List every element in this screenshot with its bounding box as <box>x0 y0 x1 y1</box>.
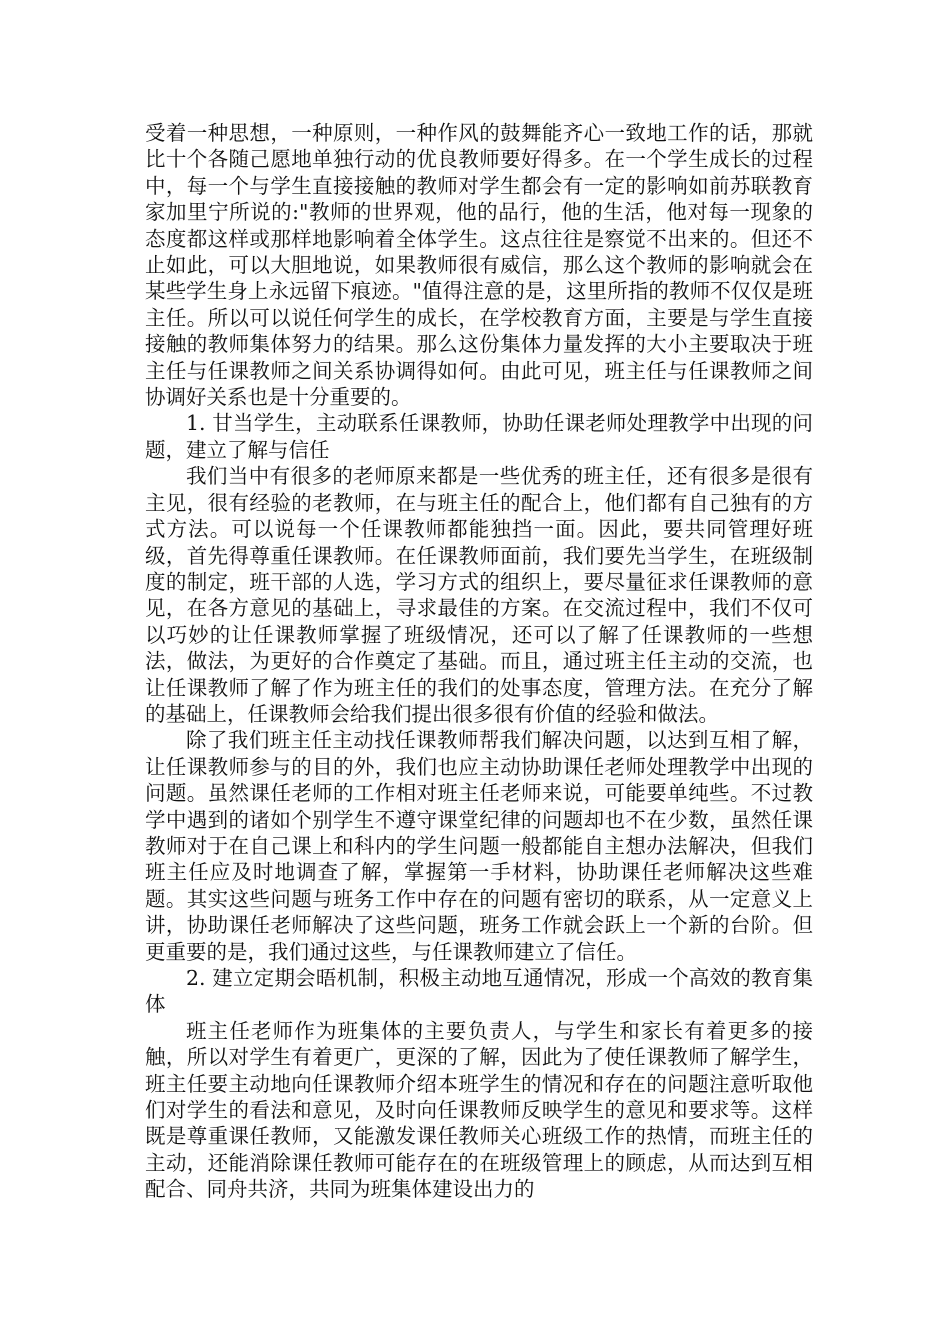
body-paragraph-3: 除了我们班主任主动找任课教师帮我们解决问题，以达到互相了解，让任课教师参与的目的外，我们也应主动协助课任老师处理教学中出现的问题。虽然课任老师的工作相对班主任老师来说，可能要单纯些。不过教学中遇到的诸如个别学生不遵守课堂纪律的问题却也不在少数，虽然任课教师对于在自己课上和科内的学生问题一般都能自主想办法解决，但我们班主任应及时地调查了解，掌握第一手材料，协助课任老师解决这些难题。其实这些问题与班务工作中存在的问题有密切的联系，从一定意义上讲，协助课任老师解决了这些问题，班务工作就会跃上一个新的台阶。但更重要的是，我们通过这些，与任课教师建立了信任。 <box>145 728 813 964</box>
body-paragraph-1: 受着一种思想，一种原则，一种作风的鼓舞能齐心一致地工作的话，那就比十个各随己愿地单独行动的优良教师要好得多。在一个学生成长的过程中，每一个与学生直接接触的教师对学生都会有一定的影响如前苏联教育家加里宁所说的:"教师的世界观，他的品行，他的生活，他对每一现象的态度都这样或那样地影响着全体学生。这点往往是察觉不出来的。但还不止如此，可以大胆地说，如果教师很有威信，那么这个教师的影响就会在某些学生身上永远留下痕迹。"值得注意的是，这里所指的教师不仅仅是班主任。所以可以说任何学生的成长，在学校教育方面，主要是与学生直接接触的教师集体努力的结果。那么这份集体力量发挥的大小主要取决于班主任与任课教师之间关系协调得如何。由此可见，班主任与任课教师之间协调好关系也是十分重要的。 <box>145 121 813 410</box>
document-page <box>145 120 813 1203</box>
body-paragraph-2: 我们当中有很多的老师原来都是一些优秀的班主任，还有很多是很有主见，很有经验的老教师，在与班主任的配合上，他们都有自己独有的方式方法。可以说每一个任课教师都能独挡一面。因此，要共同管理好班级，首先得尊重任课教师。在任课教师面前，我们要先当学生，在班级制度的制定，班干部的人选，学习方式的组织上，要尽量征求任课教师的意见，在各方意见的基础上，寻求最佳的方案。在交流过程中，我们不仅可以巧妙的让任课教师掌握了班级情况，还可以了解了任课教师的一些想法，做法，为更好的合作奠定了基础。而且，通过班主任主动的交流，也让任课教师了解了作为班主任的我们的处事态度，管理方法。在充分了解的基础上，任课教师会给我们提出很多很有价值的经验和做法。 <box>145 464 813 726</box>
section-heading-2: 2. 建立定期会晤机制，积极主动地互通情况，形成一个高效的教育集体 <box>145 966 813 1017</box>
section-heading-1: 1. 甘当学生，主动联系任课教师，协助任课老师处理教学中出现的问题，建立了解与信任 <box>145 411 813 462</box>
body-paragraph-4: 班主任老师作为班集体的主要负责人，与学生和家长有着更多的接触，所以对学生有着更广，更深的了解，因此为了使任课教师了解学生，班主任要主动地向任课教师介绍本班学生的情况和存在的问题注意听取他们对学生的看法和意见，及时向任课教师反映学生的意见和要求等。这样既是尊重课任教师，又能激发课任教师关心班级工作的热情，而班主任的主动，还能消除课任教师可能存在的在班级管理上的顾虑，从而达到互相配合、同舟共济，共同为班集体建设出力的 <box>145 1018 813 1202</box>
